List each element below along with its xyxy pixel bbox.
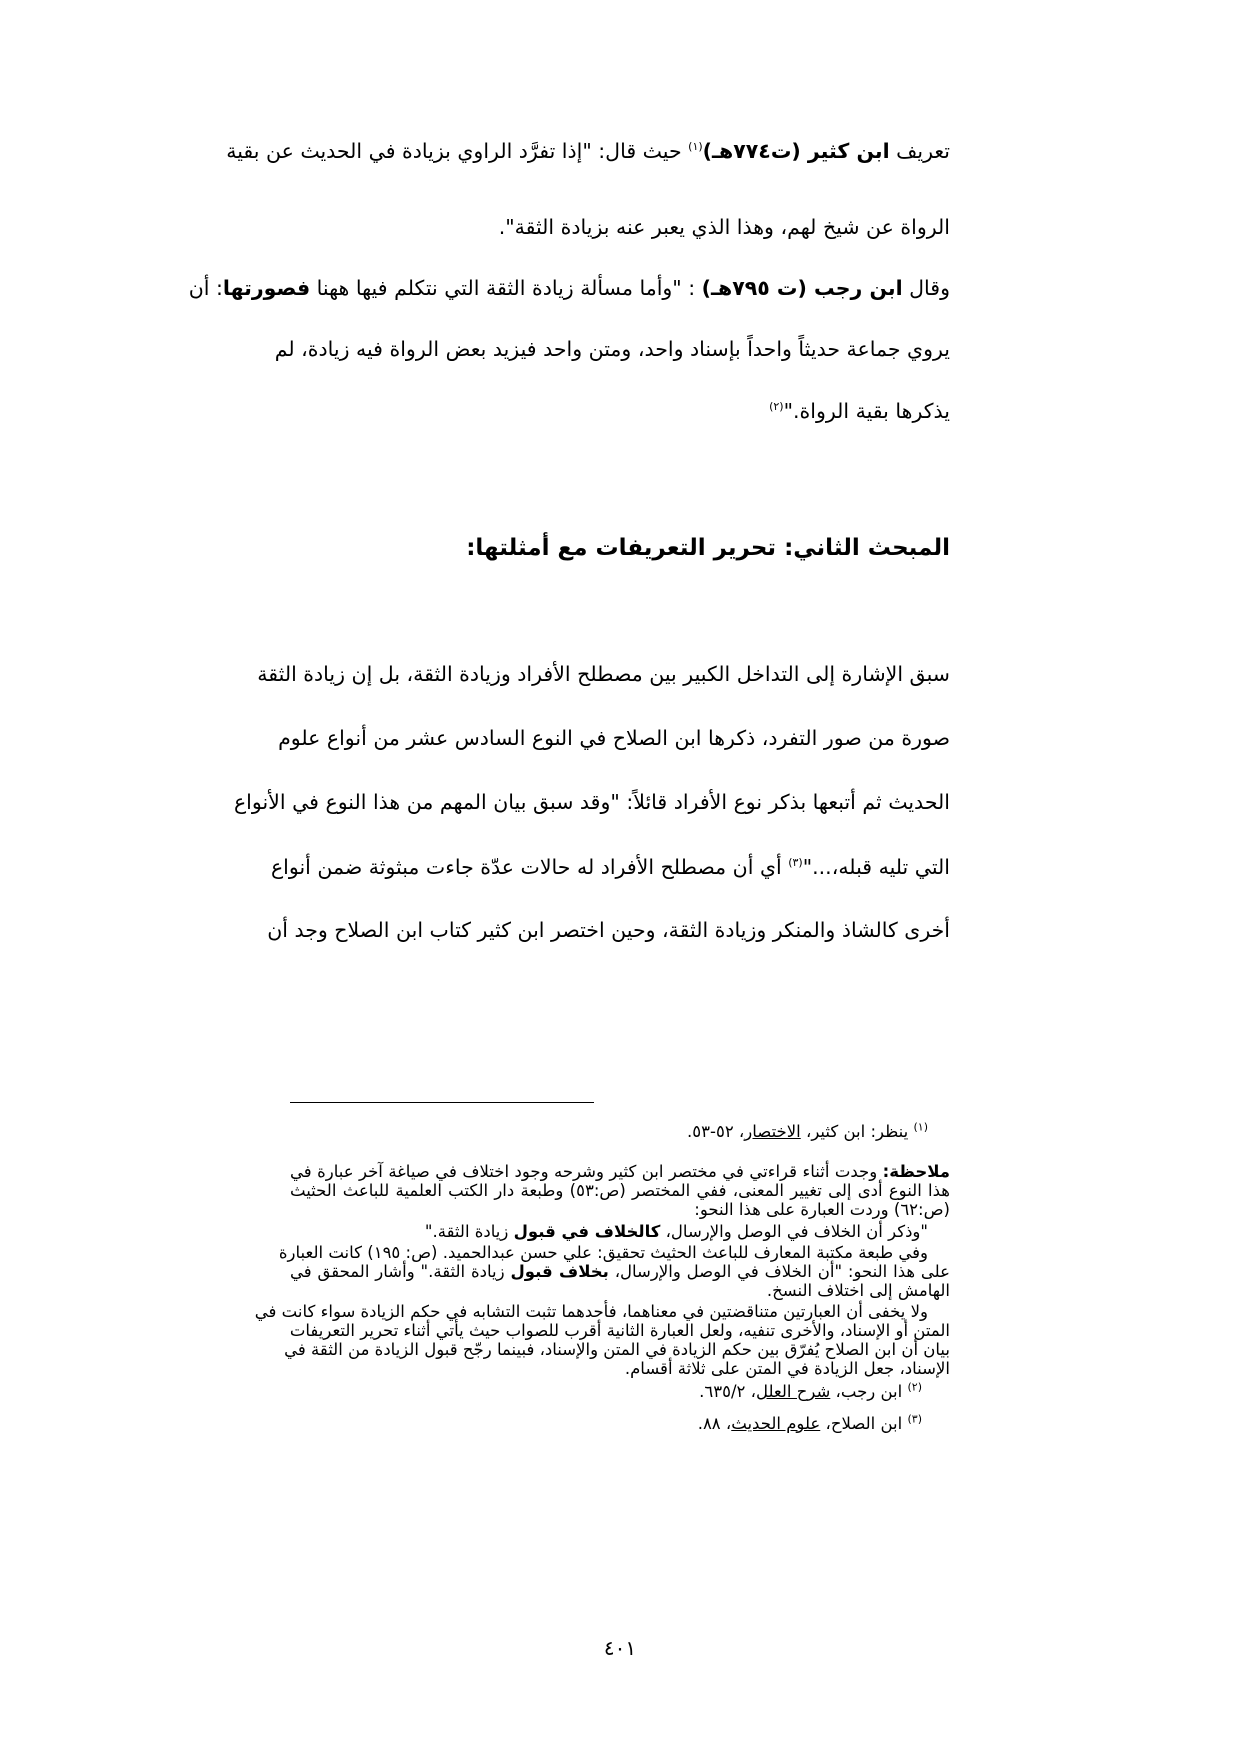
body-line: التي تليه قبله،..."$^{(٣)}$ أي أن مصطلح الأفراد له حالات عدّة جاءت مبثوثة ضمن أنواع xyxy=(270,855,950,879)
body-line: يروي جماعة حديثاً واحداً بإسناد واحد، ومتن واحد فيزيد بعض الرواة فيه زيادة، لم xyxy=(274,337,950,361)
note-line: هذا النوع أدى إلى تغيير المعنى، ففي المختصر (ص:٥٣) وطبعة دار الكتب العلمية للباعث الحثيث xyxy=(290,1181,951,1200)
body-line: سبق الإشارة إلى التداخل الكبير بين مصطلح الأفراد وزيادة الثقة، بل إن زيادة الثقة xyxy=(257,662,950,686)
body-line: وقال ابن رجب (ت ٧٩٥هـ) : "وأما مسألة زيادة الثقة التي نتكلم فيها ههنا فصورتها: أن xyxy=(188,276,950,300)
note-quote: "وذكر أن الخلاف في الوصل والإرسال، كالخلاف في قبول زيادة الثقة." xyxy=(424,1222,928,1241)
note-line: ولا يخفى أن العبارتين متناقضتين في معناهما، فأحدهما تثبت التشابه في حكم الزيادة سواء كانت في xyxy=(254,1302,928,1321)
footnote-2: $^{(٢)}$ ابن رجب، شرح العلل، ٦٣٥/٢. xyxy=(699,1380,922,1401)
note-line: الإسناد، جعل الزيادة في المتن على ثلاثة أقسام. xyxy=(624,1359,950,1378)
body-line: أخرى كالشاذ والمنكر وزيادة الثقة، وحين اختصر ابن كثير كتاب ابن الصلاح وجد أن xyxy=(267,918,950,942)
note-line: ملاحظة: وجدت أثناء قراءتي في مختصر ابن كثير وشرحه وجود اختلاف في صياغة آخر عبارة في xyxy=(290,1162,950,1181)
page-number: ٤٠١ xyxy=(603,1636,637,1660)
bold-phrase: بخلاف قبول xyxy=(510,1262,609,1281)
author-name: ابن رجب (ت ٧٩٥هـ) xyxy=(701,276,903,300)
note-line: وفي طبعة مكتبة المعارف للباعث الحثيث تحقيق: علي حسن عبدالحميد. (ص: ١٩٥) كانت العبارة xyxy=(278,1243,928,1262)
bold-term: فصورتها xyxy=(222,276,311,300)
footnote-3: $^{(٣)}$ ابن الصلاح، علوم الحديث، ٨٨. xyxy=(697,1412,922,1433)
note-line: المتن أو الإسناد، والأخرى تنفيه، ولعل العبارة الثانية أقرب للصواب حيث يأتي أثناء تحرير التعريفات xyxy=(289,1321,950,1340)
bold-phrase: كالخلاف في قبول xyxy=(513,1222,661,1241)
note-line: الهامش إلى اختلاف النسخ. xyxy=(766,1281,950,1300)
body-line: الرواة عن شيخ لهم، وهذا الذي يعبر عنه بزيادة الثقة". xyxy=(498,215,950,239)
cited-title: علوم الحديث xyxy=(731,1414,821,1433)
note-label: ملاحظة: xyxy=(882,1162,950,1181)
section-heading: المبحث الثاني: تحرير التعريفات مع أمثلتها: xyxy=(466,535,950,561)
note-line: على هذا النحو: "أن الخلاف في الوصل والإرسال، بخلاف قبول زيادة الثقة." وأشار المحقق في xyxy=(290,1262,950,1281)
footnote-ref[interactable]: (٣) xyxy=(788,856,803,870)
cited-title: شرح العلل xyxy=(755,1382,831,1401)
note-line: بيان أن ابن الصلاح يُفرّق بين حكم الزيادة في المتن والإسناد، فبينما رجّح قبول الزيادة من الثقة في xyxy=(284,1340,950,1359)
body-line: تعريف ابن كثير (ت٧٧٤هـ)$^{(١)}$ حيث قال: "إذا تفرَّد الراوي بزيادة في الحديث عن بقية xyxy=(226,139,950,163)
author-name: ابن كثير (ت٧٧٤هـ) xyxy=(702,139,890,163)
footnote-separator xyxy=(290,1102,594,1103)
body-line: صورة من صور التفرد، ذكرها ابن الصلاح في النوع السادس عشر من أنواع علوم xyxy=(278,726,950,750)
cited-title: الاختصار xyxy=(744,1122,801,1141)
body-line: يذكرها بقية الرواة."$^{(٢)}$ xyxy=(769,399,950,423)
footnote-ref[interactable]: (١) xyxy=(688,140,703,154)
footnote-ref[interactable]: (٢) xyxy=(769,400,784,414)
body-line: الحديث ثم أتبعها بذكر نوع الأفراد قائلاً: "وقد سبق بيان المهم من هذا النوع في الأنواع xyxy=(233,790,950,814)
footnote-1: $^{(١)}$ ينظر: ابن كثير، الاختصار، ٥٢-٥٣. xyxy=(687,1120,928,1141)
note-line: (ص:٦٢) وردت العبارة على هذا النحو: xyxy=(694,1200,950,1219)
